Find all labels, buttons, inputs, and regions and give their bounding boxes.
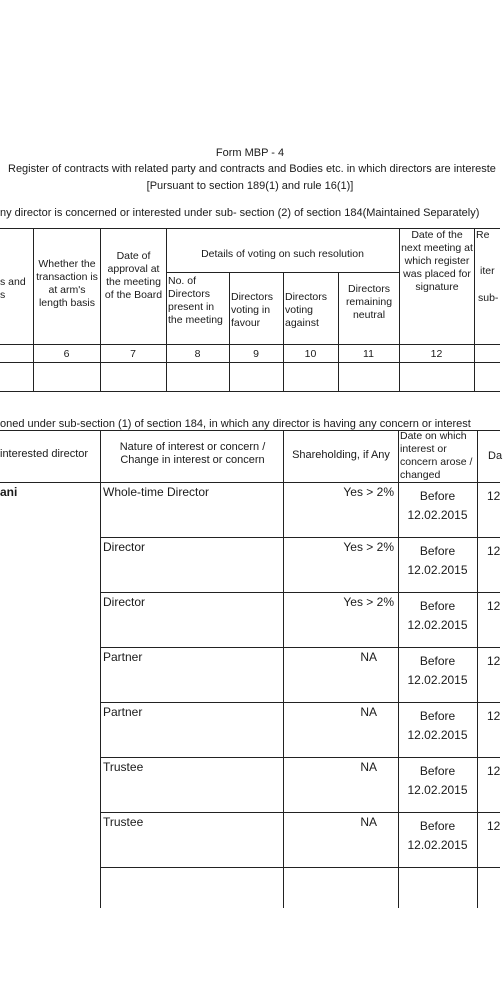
register-title: Register of contracts with related party and contracts and Bodies etc. in which directors are intereste — [8, 163, 496, 175]
p1-vline — [474, 228, 475, 391]
row-nature: Partner — [103, 705, 143, 719]
p1-col-13-c: sub- — [478, 292, 499, 304]
row-date: Before — [419, 764, 456, 778]
row-date: 12.02.2015 — [407, 783, 468, 797]
row-next: 12 — [487, 709, 501, 723]
row-next: 12 — [487, 654, 501, 668]
row-shareholding: Yes > 2% — [343, 595, 394, 609]
p1-col-number: 11 — [363, 348, 374, 360]
p1-col-number: 7 — [130, 348, 136, 360]
part1-heading: ny director is concerned or interested under sub- section (2) of section 184(Maintained Separately) — [0, 207, 480, 219]
p1-col-next-meeting: Date of the next meeting at which register was placed for signature — [401, 229, 473, 293]
p2-col-shareholding: Shareholding, if Any — [292, 449, 390, 461]
p1-col-voting-against: Directors voting against — [285, 291, 328, 329]
row-date: Before — [419, 599, 456, 613]
p1-vline — [33, 228, 34, 391]
row-shareholding: Yes > 2% — [343, 485, 394, 499]
row-nature: Whole-time Director — [103, 485, 210, 499]
row-shareholding: Yes > 2% — [343, 540, 394, 554]
row-date: Before — [419, 489, 456, 503]
p1-col-directors-present: No. of Directors present in the meeting — [168, 275, 223, 326]
p1-col-approval-date: Date of approval at the meeting of the Board — [104, 250, 163, 301]
row-shareholding: NA — [360, 650, 377, 664]
row-date: 12.02.2015 — [407, 508, 468, 522]
row-nature: Director — [103, 540, 146, 554]
p1-col-13-a: Re — [476, 229, 490, 241]
p1-header-bottom — [0, 344, 500, 345]
p1-col-number: 9 — [253, 348, 259, 360]
row-date: 12.02.2015 — [407, 563, 468, 577]
p1-numbers-bottom — [0, 362, 500, 363]
p2-col-director: interested director — [0, 448, 89, 460]
p1-vline — [100, 228, 101, 391]
row-nature: Director — [103, 595, 146, 609]
row-date: 12.02.2015 — [407, 673, 468, 687]
p1-col-neutral: Directors remaining neutral — [345, 283, 393, 321]
p1-col-number: 10 — [304, 348, 317, 360]
p2-header-bottom — [0, 482, 500, 483]
p1-table-bottom — [0, 391, 500, 392]
row-next: 12 — [487, 489, 501, 503]
p1-col-number: 8 — [194, 348, 201, 360]
row-nature: Partner — [103, 650, 143, 664]
p1-vline — [229, 272, 230, 391]
row-next: 12 — [487, 599, 501, 613]
p1-vline — [283, 272, 284, 391]
row-date: 12.02.2015 — [407, 728, 468, 742]
p2-row-line — [100, 867, 500, 868]
row-next: 12 — [487, 819, 501, 833]
p1-col-13-b: iter — [480, 265, 495, 277]
p2-col-next: Da — [488, 450, 503, 462]
p2-vline — [477, 430, 478, 908]
pursuant-text: [Pursuant to section 189(1) and rule 16(1)] — [146, 180, 354, 192]
p1-col-arms-length: Whether the transaction is at arm's length basis — [36, 258, 98, 309]
p1-col-left-b: s — [0, 289, 6, 301]
part2-heading: oned under sub-section (1) of section 184, in which any director is having any concern or interest — [0, 418, 471, 430]
row-date: 12.02.2015 — [407, 838, 468, 852]
p1-voting-group: Details of voting on such resolution — [201, 248, 364, 260]
form-title: Form MBP - 4 — [215, 147, 285, 159]
p1-col-left-a: s and — [0, 276, 26, 288]
p2-vline — [100, 430, 101, 908]
row-date: 12.02.2015 — [407, 618, 468, 632]
row-date: Before — [419, 709, 456, 723]
row-shareholding: NA — [360, 760, 377, 774]
row-shareholding: NA — [360, 705, 377, 719]
row-director: ani — [0, 485, 18, 499]
row-nature: Trustee — [103, 815, 144, 829]
row-date: Before — [419, 654, 456, 668]
row-next: 12 — [487, 544, 501, 558]
p2-col-date-arose: Date on which interest or concern arose / changed — [400, 430, 473, 481]
row-date: Before — [419, 819, 456, 833]
row-date: Before — [419, 544, 456, 558]
row-nature: Trustee — [103, 760, 144, 774]
p2-col-nature: Nature of interest or concern / Change in interest or concern — [119, 441, 266, 466]
row-next: 12 — [487, 764, 501, 778]
p1-col-number: 6 — [63, 348, 70, 360]
p1-col-number: 12 — [430, 348, 443, 360]
p1-col-voting-favour: Directors voting in favour — [231, 291, 274, 329]
row-shareholding: NA — [360, 815, 377, 829]
